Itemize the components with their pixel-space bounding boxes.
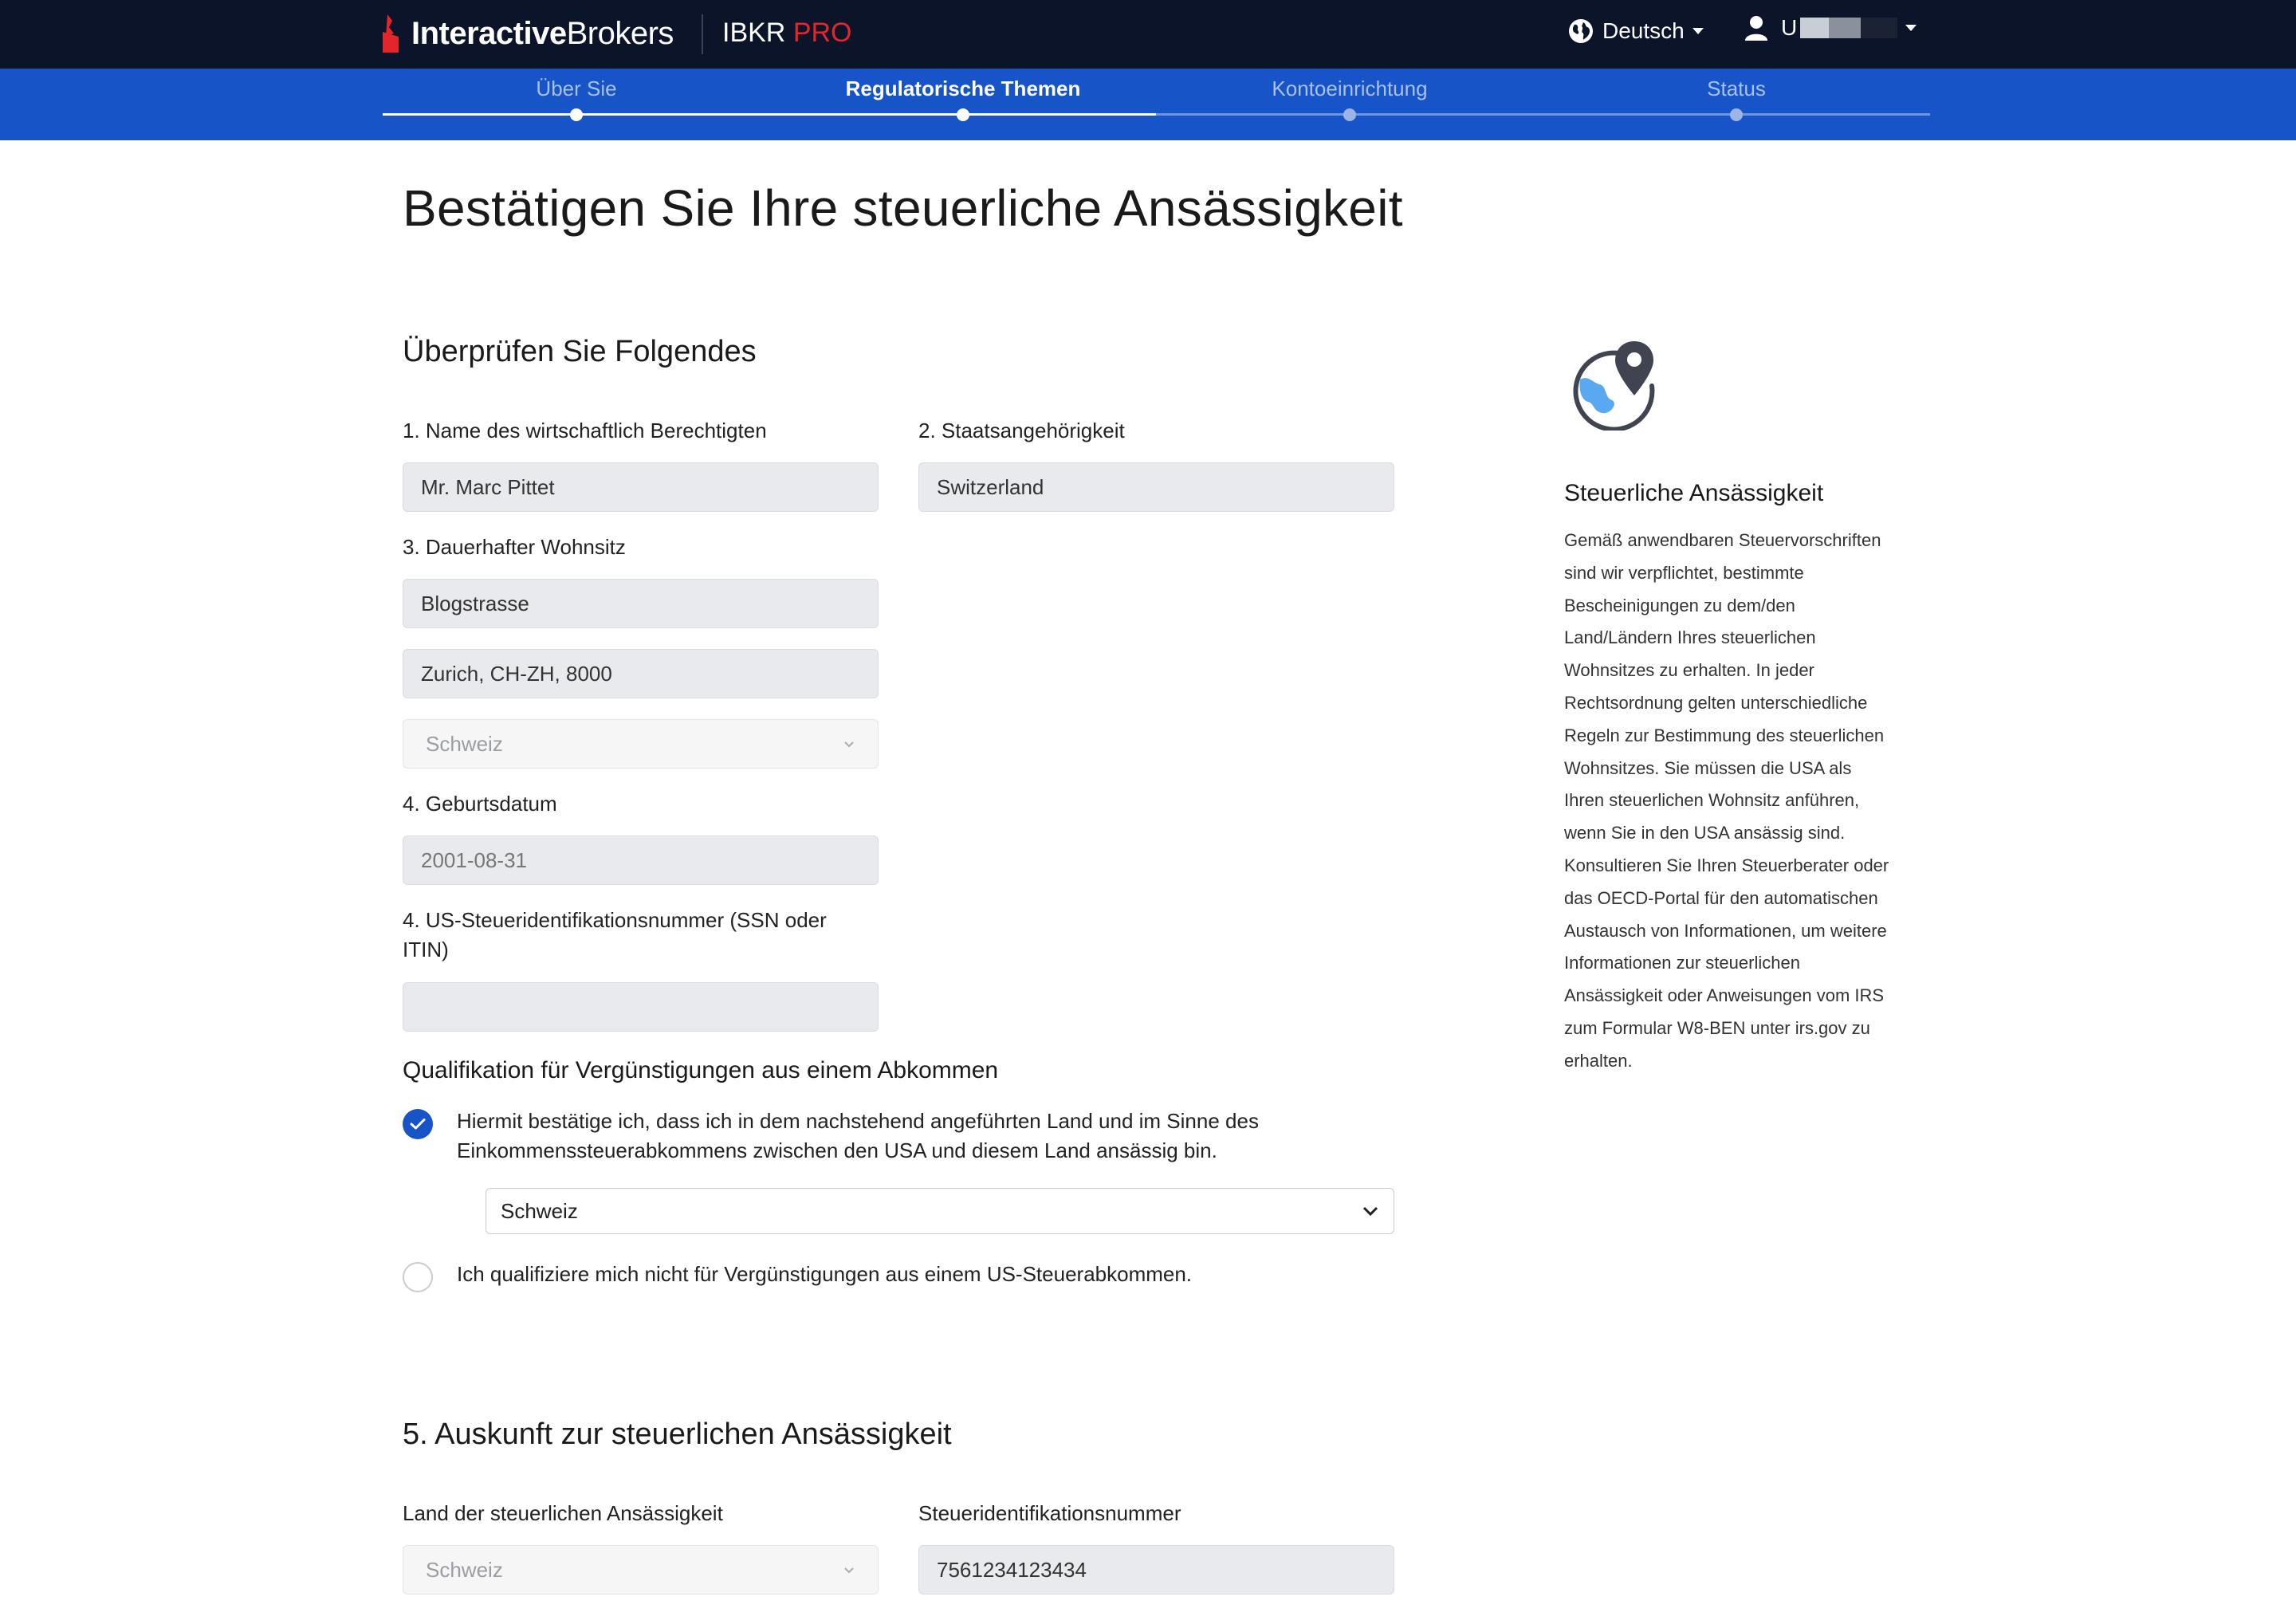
beneficiary-name-label: 1. Name des wirtschaftlich Berechtigten — [403, 419, 767, 442]
step-dot-status — [1730, 108, 1743, 121]
permanent-residence-label: 3. Dauerhafter Wohnsitz — [403, 535, 626, 559]
tax-country-label: Land der steuerlichen Ansässigkeit — [403, 1501, 723, 1525]
user-menu[interactable] — [1744, 14, 1917, 41]
chevron-down-icon — [843, 740, 855, 748]
chevron-down-icon — [1693, 28, 1704, 34]
chevron-down-icon — [843, 1566, 855, 1574]
us-tin-field[interactable] — [403, 982, 879, 1032]
brand-name: InteractiveBrokers — [411, 15, 674, 51]
tax-country-select — [403, 1545, 879, 1595]
treaty-country-value: Schweiz — [501, 1198, 578, 1223]
step-dot-regulatory — [957, 108, 969, 121]
chevron-down-icon — [1362, 1205, 1379, 1217]
treaty-benefits-title: Qualifikation für Vergünstigungen aus einem Abkommen — [403, 1057, 999, 1083]
globe-location-icon — [1572, 338, 1661, 431]
treaty-option-not-qualified-radio[interactable] — [403, 1262, 433, 1292]
progress-track-remaining — [1156, 113, 1930, 116]
step-regulatory[interactable]: Regulatorische Themen — [845, 77, 1081, 100]
progress-track-done — [383, 113, 1156, 116]
user-id: U — [1781, 15, 1897, 41]
logo-divider — [702, 14, 703, 54]
step-about-you[interactable]: Über Sie — [536, 77, 617, 100]
treaty-option-resident-radio[interactable] — [403, 1109, 433, 1139]
progress-stepper — [0, 69, 2296, 140]
user-icon — [1744, 14, 1768, 41]
birth-date-field: 2001-08-31 — [403, 836, 879, 885]
page-title: Bestätigen Sie Ihre steuerliche Ansässigkeit — [403, 179, 1403, 237]
address-country-value: Schweiz — [426, 731, 503, 756]
citizenship-label: 2. Staatsangehörigkeit — [918, 419, 1125, 442]
review-section-title: Überprüfen Sie Folgendes — [403, 335, 757, 368]
ib-logo-mark-icon — [381, 13, 405, 54]
treaty-option-resident-label: Hiermit bestätige ich, dass ich in dem nachstehend angeführten Land und im Sinne des Einkommenssteuerabkommens zwischen den USA und diesem Land ansässig bin. — [457, 1109, 1259, 1162]
address-line1-field: Blogstrasse — [403, 579, 879, 628]
globe-icon — [1567, 18, 1594, 45]
tax-residency-section-title: 5. Auskunft zur steuerlichen Ansässigkeit — [403, 1418, 952, 1451]
top-navbar — [0, 0, 2296, 69]
language-selector[interactable] — [1567, 18, 1704, 45]
beneficiary-name-field: Mr. Marc Pittet — [403, 462, 879, 512]
checkmark-icon — [410, 1118, 426, 1131]
us-tin-label: 4. US-Steueridentifikationsnummer (SSN oder ITIN) — [403, 908, 827, 961]
address-country-select — [403, 719, 879, 769]
citizenship-field: Switzerland — [918, 462, 1394, 512]
ib-logo[interactable] — [381, 11, 674, 56]
step-account-setup: Kontoeinrichtung — [1272, 77, 1428, 100]
birth-date-label: 4. Geburtsdatum — [403, 792, 557, 816]
treaty-option-not-qualified-label: Ich qualifiziere mich nicht für Vergünstigungen aus einem US-Steuerabkommen. — [457, 1262, 1193, 1286]
treaty-country-select[interactable] — [486, 1188, 1394, 1234]
tax-id-field[interactable]: 7561234123434 — [918, 1545, 1394, 1595]
step-dot-account-setup — [1343, 108, 1356, 121]
address-line2-field: Zurich, CH-ZH, 8000 — [403, 649, 879, 698]
sidebar-description: Gemäß anwendbaren Steuervorschriften sind wir verpflichtet, bestimmte Bescheinigungen zu dem/den Land/Ländern Ihres steuerlichen Wohnsitzes zu erhalten. In jeder Rechtsordnung gelten unterschiedliche Regeln zur Bestimmung des steuerlichen Wohnsitzes. Sie müssen die USA als Ihren steuerlichen Wohnsitz anführen, wenn Sie in den USA ansässig sind. Konsultieren Sie Ihren Steuerberater oder das OECD-Portal für den automatischen Austausch von Informationen, um weitere Informationen zur steuerlichen Ansässigkeit oder Anweisungen vom IRS zum Formular W8-BEN unter irs.gov zu erhalten. — [1564, 530, 1889, 1071]
tax-id-label: Steueridentifikationsnummer — [918, 1501, 1181, 1525]
product-name: IBKR PRO — [722, 18, 852, 48]
step-status: Status — [1707, 77, 1766, 100]
step-dot-about-you — [570, 108, 583, 121]
tax-country-value: Schweiz — [426, 1557, 503, 1582]
sidebar-title: Steuerliche Ansässigkeit — [1564, 480, 1824, 506]
chevron-down-icon — [1905, 25, 1917, 31]
language-label: Deutsch — [1602, 18, 1685, 43]
